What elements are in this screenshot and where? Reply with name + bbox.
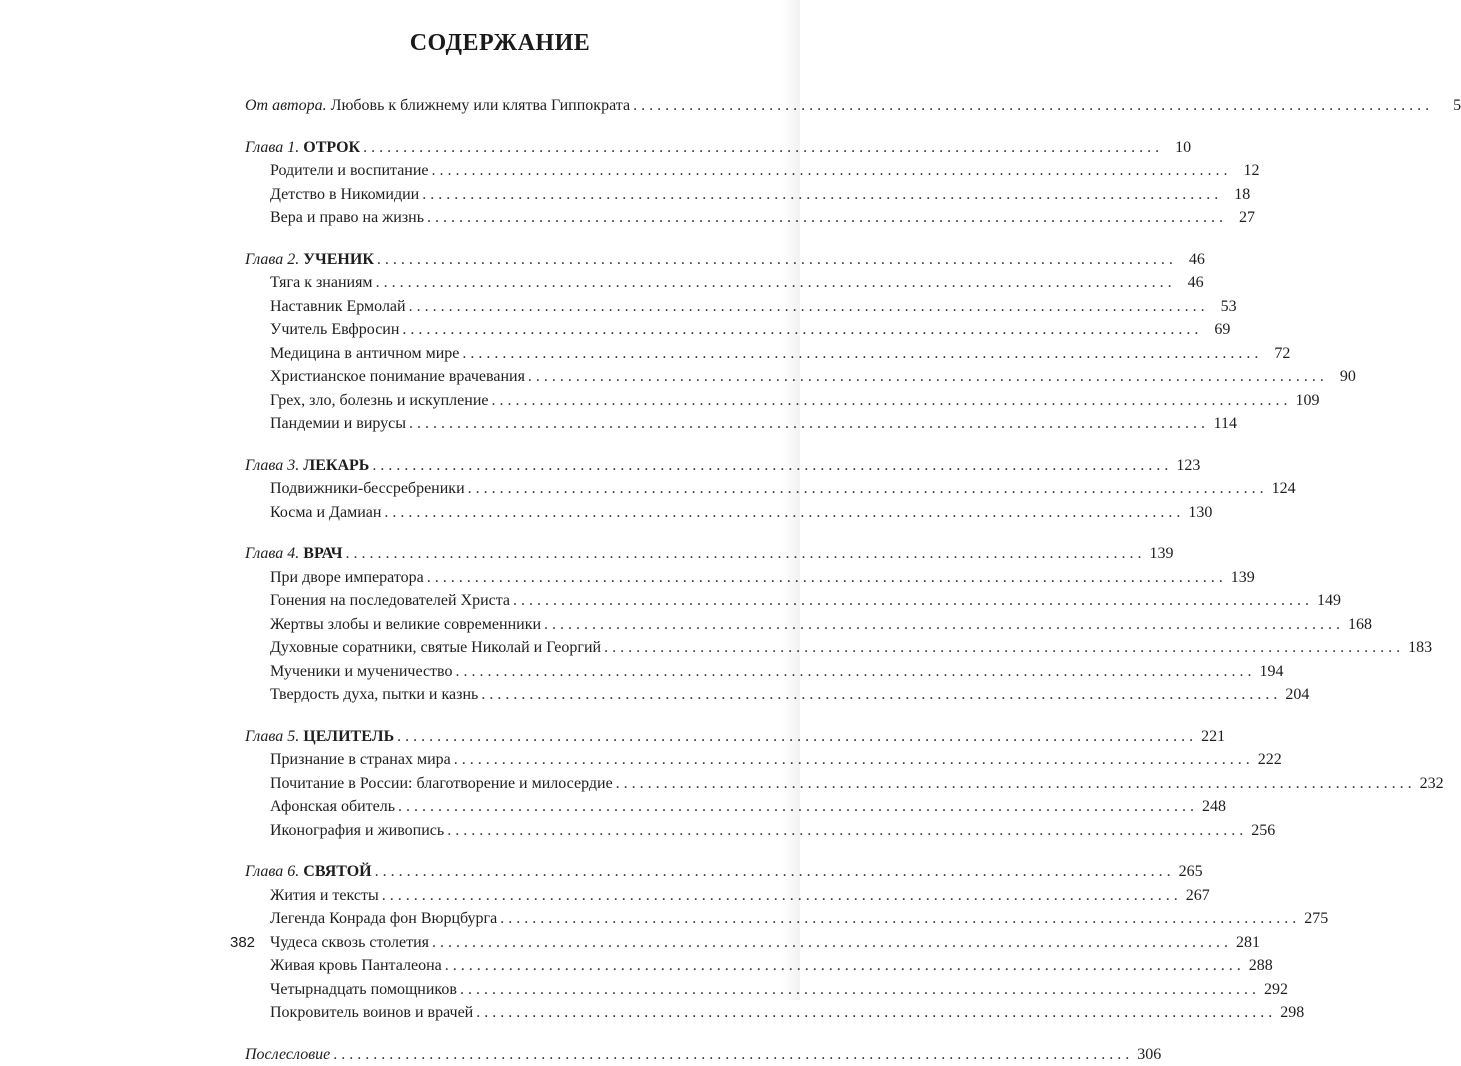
- toc-leader-dots: [432, 159, 1228, 183]
- toc-leader-dots: [454, 748, 1250, 772]
- toc-page-number: 46: [1176, 271, 1204, 295]
- toc-section-row: [245, 295, 767, 319]
- toc-page-number: 46: [1177, 248, 1205, 272]
- toc-entry-label: [270, 295, 406, 319]
- toc-page-number: 256: [1247, 819, 1275, 843]
- toc-chapter-row: [245, 136, 767, 160]
- toc-page-number: 221: [1197, 725, 1225, 749]
- toc-leader-dots: [376, 271, 1172, 295]
- toc-entry-title: Духовные соратники, святые Николай и Георгий: [270, 639, 601, 656]
- toc-section-row: [245, 183, 767, 207]
- toc-section-row: [245, 501, 767, 525]
- toc-leader-dots: [462, 342, 1258, 366]
- toc-entry-title: Твердость духа, пытки и казнь: [270, 686, 478, 703]
- toc-page-number: 27: [1227, 206, 1255, 230]
- toc-entry-label: [245, 136, 360, 160]
- toc-section-row: [245, 389, 767, 413]
- toc-entry-lead: Глава 3.: [245, 457, 299, 474]
- toc-section-row: [245, 477, 767, 501]
- toc-entry-label: [270, 501, 381, 525]
- toc-leader-dots: [346, 542, 1142, 566]
- toc-leader-dots: [616, 772, 1412, 796]
- toc-leader-dots: [633, 94, 1429, 118]
- toc-page-number: 306: [1133, 1043, 1161, 1066]
- toc-entry-title: Косма и Дамиан: [270, 504, 381, 521]
- toc-entry-label: [270, 954, 442, 978]
- toc-entry-label: [270, 589, 510, 613]
- toc-entry-label: [270, 159, 429, 183]
- toc-page-number: 18: [1222, 183, 1250, 207]
- toc-page-number: 109: [1291, 389, 1319, 413]
- toc-leader-dots: [375, 860, 1171, 884]
- toc-leader-dots: [427, 566, 1223, 590]
- toc-entry-title: Покровитель воинов и врачей: [270, 1004, 473, 1021]
- toc-page-number: 281: [1232, 931, 1260, 955]
- toc-entry-label: [270, 748, 451, 772]
- toc-entry-label: [270, 978, 457, 1002]
- toc-entry-label: [245, 860, 372, 884]
- toc-section-row: [245, 884, 767, 908]
- toc-leader-dots: [382, 884, 1178, 908]
- toc-chapter-title: УЧЕНИК: [303, 251, 374, 268]
- toc-chapter-row: [245, 248, 767, 272]
- toc-entry-title: Тяга к знаниям: [270, 274, 373, 291]
- toc-entry-label: [270, 613, 541, 637]
- toc-entry-label: [270, 795, 395, 819]
- toc-leader-dots: [476, 1001, 1272, 1025]
- toc-page-number: 168: [1344, 613, 1372, 637]
- toc-entry-label: [270, 271, 373, 295]
- toc-entry-title: Живая кровь Панталеона: [270, 957, 442, 974]
- toc-entry-lead: От автора.: [245, 97, 327, 114]
- toc-entry-title: Почитание в России: благотворение и милосердие: [270, 775, 613, 792]
- toc-page-number: 149: [1313, 589, 1341, 613]
- toc-section-row: [245, 772, 767, 796]
- toc-leader-dots: [427, 206, 1223, 230]
- toc-page-number: 265: [1175, 860, 1203, 884]
- toc-entry-label: [270, 412, 406, 436]
- toc-entry-label: [270, 660, 452, 684]
- toc-entry-title: Четырнадцать помощников: [270, 981, 457, 998]
- toc-leader-dots: [513, 589, 1309, 613]
- page-title: СОДЕРЖАНИЕ: [200, 30, 800, 57]
- toc-entry-title: Родители и воспитание: [270, 162, 429, 179]
- book-page: [200, 0, 800, 1000]
- toc-entry-label: [270, 683, 478, 707]
- toc-chapter-title: ОТРОК: [303, 139, 360, 156]
- toc-entry-label: [245, 94, 630, 118]
- toc-leader-dots: [372, 454, 1168, 478]
- toc-entry-title: Наставник Ермолай: [270, 298, 406, 315]
- toc-entry-lead: Глава 2.: [245, 251, 299, 268]
- toc-chapter-row: [245, 542, 767, 566]
- toc-entry-label: [245, 248, 374, 272]
- toc-chapter-row: [245, 725, 767, 749]
- toc-entry-label: [270, 183, 419, 207]
- toc-leader-dots: [333, 1043, 1129, 1066]
- toc-chapter-row: [245, 454, 767, 478]
- table-of-contents: [245, 94, 767, 1066]
- toc-entry-title: Признание в странах мира: [270, 751, 451, 768]
- toc-entry-title: Легенда Конрада фон Вюрцбурга: [270, 910, 497, 927]
- toc-entry-title: Жития и тексты: [270, 887, 379, 904]
- toc-entry-title: Чудеса сквозь столетия: [270, 934, 429, 951]
- toc-entry-lead: Послесловие: [245, 1046, 330, 1063]
- toc-leader-dots: [397, 725, 1193, 749]
- toc-section-row: [245, 589, 767, 613]
- toc-page-number: 53: [1209, 295, 1237, 319]
- toc-entry-label: [245, 725, 394, 749]
- toc-entry-label: [270, 931, 429, 955]
- toc-section-row: [245, 159, 767, 183]
- toc-leader-dots: [398, 795, 1194, 819]
- toc-leader-dots: [460, 978, 1256, 1002]
- toc-section-row: [245, 271, 767, 295]
- toc-page-number: 139: [1146, 542, 1174, 566]
- toc-chapter-title: ЦЕЛИТЕЛЬ: [303, 728, 394, 745]
- toc-entry-label: [270, 318, 399, 342]
- toc-section-row: [245, 819, 767, 843]
- toc-leader-dots: [528, 365, 1324, 389]
- toc-page-number: 12: [1232, 159, 1260, 183]
- toc-section-row: [245, 978, 767, 1002]
- toc-page-number: 69: [1202, 318, 1230, 342]
- toc-section-row: [245, 748, 767, 772]
- toc-section-row: [245, 954, 767, 978]
- toc-leader-dots: [447, 819, 1243, 843]
- toc-page-number: 5: [1433, 94, 1461, 118]
- toc-entry-title: Христианское понимание врачевания: [270, 368, 525, 385]
- toc-page-number: 204: [1281, 683, 1309, 707]
- toc-entry-title: Подвижники-бессребреники: [270, 480, 465, 497]
- toc-leader-dots: [544, 613, 1340, 637]
- page-number: 382: [230, 934, 255, 951]
- toc-leader-dots: [377, 248, 1173, 272]
- toc-leader-dots: [422, 183, 1218, 207]
- toc-page-number: 123: [1172, 454, 1200, 478]
- toc-entry-lead: Глава 4.: [245, 545, 299, 562]
- toc-entry-label: [270, 636, 601, 660]
- toc-page-number: 232: [1416, 772, 1444, 796]
- toc-section-row: [245, 683, 767, 707]
- toc-page-number: 124: [1268, 477, 1296, 501]
- toc-leader-dots: [500, 907, 1296, 931]
- toc-entry-title: Детство в Никомидии: [270, 186, 419, 203]
- toc-entry-lead: Глава 5.: [245, 728, 299, 745]
- toc-entry-label: [270, 389, 488, 413]
- toc-entry-label: [270, 884, 379, 908]
- toc-entry-label: [270, 907, 497, 931]
- toc-page-number: 139: [1227, 566, 1255, 590]
- toc-section-row: [245, 931, 767, 955]
- toc-section-row: [245, 636, 767, 660]
- toc-leader-dots: [363, 136, 1159, 160]
- toc-intro-row: [245, 94, 767, 118]
- toc-leader-dots: [604, 636, 1400, 660]
- toc-leader-dots: [384, 501, 1180, 525]
- toc-section-row: [245, 795, 767, 819]
- toc-chapter-row: [245, 860, 767, 884]
- toc-section-row: [245, 566, 767, 590]
- toc-page-number: 222: [1254, 748, 1282, 772]
- toc-page-number: 288: [1245, 954, 1273, 978]
- toc-entry-title: Афонская обитель: [270, 798, 395, 815]
- toc-page-number: 114: [1209, 412, 1237, 436]
- toc-leader-dots: [409, 412, 1205, 436]
- toc-chapter-title: ВРАЧ: [303, 545, 342, 562]
- toc-page-number: 130: [1184, 501, 1212, 525]
- toc-section-row: [245, 907, 767, 931]
- toc-page-number: 72: [1262, 342, 1290, 366]
- toc-entry-title: Медицина в античном мире: [270, 345, 459, 362]
- toc-leader-dots: [409, 295, 1205, 319]
- toc-leader-dots: [432, 931, 1228, 955]
- toc-entry-label: [245, 454, 369, 478]
- toc-entry-title: Пандемии и вирусы: [270, 415, 406, 432]
- toc-page-number: 10: [1163, 136, 1191, 160]
- toc-entry-label: [245, 1043, 330, 1066]
- toc-section-row: [245, 206, 767, 230]
- toc-leader-dots: [468, 477, 1264, 501]
- toc-page-number: 90: [1328, 365, 1356, 389]
- toc-entry-label: [270, 206, 424, 230]
- toc-entry-label: [270, 819, 444, 843]
- toc-entry-label: [270, 342, 459, 366]
- toc-page-number: 298: [1276, 1001, 1304, 1025]
- toc-leader-dots: [455, 660, 1251, 684]
- toc-page-number: 183: [1404, 636, 1432, 660]
- toc-entry-title: Любовь к ближнему или клятва Гиппократа: [331, 97, 630, 114]
- toc-page-number: 275: [1300, 907, 1328, 931]
- toc-entry-title: При дворе императора: [270, 569, 424, 586]
- toc-page-number: 194: [1255, 660, 1283, 684]
- toc-section-row: [245, 660, 767, 684]
- toc-entry-label: [270, 566, 424, 590]
- toc-entry-title: Жертвы злобы и великие современники: [270, 616, 541, 633]
- toc-entry-label: [270, 772, 613, 796]
- toc-section-row: [245, 365, 767, 389]
- toc-section-row: [245, 318, 767, 342]
- toc-leader-dots: [481, 683, 1277, 707]
- toc-entry-title: Иконография и живопись: [270, 822, 444, 839]
- toc-entry-title: Учитель Евфросин: [270, 321, 399, 338]
- toc-section-row: [245, 1001, 767, 1025]
- toc-chapter-title: ЛЕКАРЬ: [303, 457, 369, 474]
- toc-section-row: [245, 412, 767, 436]
- toc-entry-title: Вера и право на жизнь: [270, 209, 424, 226]
- toc-leader-dots: [491, 389, 1287, 413]
- toc-entry-title: Гонения на последователей Христа: [270, 592, 510, 609]
- toc-entry-lead: Глава 6.: [245, 863, 299, 880]
- toc-entry-label: [270, 365, 525, 389]
- toc-entry-title: Мученики и мученичество: [270, 663, 452, 680]
- toc-leader-dots: [445, 954, 1241, 978]
- toc-section-row: [245, 342, 767, 366]
- toc-entry-lead: Глава 1.: [245, 139, 299, 156]
- toc-leader-dots: [402, 318, 1198, 342]
- toc-page-number: 248: [1198, 795, 1226, 819]
- toc-entry-label: [270, 477, 465, 501]
- toc-page-number: 292: [1260, 978, 1288, 1002]
- toc-entry-label: [270, 1001, 473, 1025]
- toc-section-row: [245, 613, 767, 637]
- toc-afterword-row: [245, 1043, 767, 1066]
- toc-entry-label: [245, 542, 343, 566]
- toc-chapter-title: СВЯТОЙ: [303, 863, 371, 880]
- toc-page-number: 267: [1182, 884, 1210, 908]
- toc-entry-title: Грех, зло, болезнь и искупление: [270, 392, 488, 409]
